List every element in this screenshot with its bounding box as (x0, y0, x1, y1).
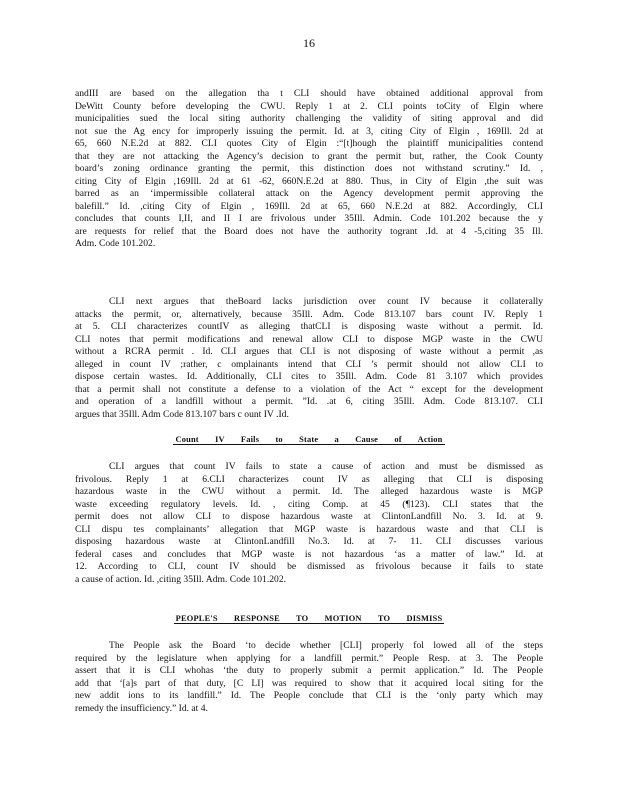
text-line: barred as an ‘impermissible collateral attack on the Agency development permit approving the (75, 188, 543, 199)
text-line: add that ‘[a]s part of that duty, [C LI] was required to show that it acquired local siting for the (75, 677, 543, 689)
text-line: disposing hazardous waste at ClintonLandfill No.3. Id. at 7- 11. CLI discusses various (75, 536, 543, 547)
section-heading-count-iv-text: Count IV Fails to State a Cause of Action (175, 435, 443, 444)
text-line: not sue the Ag ency for improperly issuing the permit. Id. at 3, citing City of Elgin , 169Ill. 2d at (75, 125, 543, 137)
section-heading-peoples-response (0, 614, 618, 623)
text-line: at 5. CLI characterizes countIV as alleging thatCLI is disposing waste without a permit. Id. (75, 321, 543, 332)
text-line: waste exceeding regulatory levels. Id. , citing Comp. at 45 (¶123). CLI states that the (75, 498, 543, 510)
text-line: are requests for relief that the Board does not have the authority togrant .Id. at 4 -5,citing 35 Ill. (75, 225, 543, 237)
text-line: board’s zoning ordinance granting the permit, this distinction does not withstand scrutiny.” Id. , (75, 163, 543, 174)
text-line: balefill.” Id. ,citing City of Elgin , 169Ill. 2d at 65, 660 N.E.2d at 882. Accordingly, CLI (75, 200, 543, 212)
text-line: Adm. Code 101.202. (75, 238, 156, 249)
text-line: federal cases and concludes that MGP waste is not hazardous ‘as a matter of law.” Id. at (75, 548, 543, 560)
text-line: concludes that counts I,II, and II I are frivolous under 35Ill. Admin. Code 101.202 because the y (75, 213, 543, 224)
text-line: without a RCRA permit . Id. CLI argues that CLI is not disposing of waste without a permit ,as (75, 346, 543, 357)
text-line: permit does not allow CLI to dispose hazardous waste at ClintonLandfill No. 3. Id. at 9. (75, 511, 543, 522)
paragraph-4 (75, 640, 543, 715)
text-line: attacks the permit, or, alternatively, because 35Ill. Adm. Code 813.107 bars count IV. Reply 1 (75, 308, 543, 320)
text-line: required by the legislature when applying for a landfill permit.” People Resp. at 3. The People (75, 652, 543, 664)
text-line: and operation of a landfill without a permit. ”Id. .at 6, citing 35Ill. Adm. Code 813.107. CLI (75, 396, 543, 407)
text-line: CLI dispu tes complainants’ allegation that MGP waste is hazardous waste and that CLI is (75, 523, 543, 535)
page-number: 16 (303, 36, 315, 50)
text-line: CLI next argues that theBoard lacks jurisdiction over count IV because it collaterally (109, 296, 543, 307)
section-heading-count-iv (0, 435, 618, 444)
text-line: alleged in count IV ;rather, c omplainants intend that CLI ’s permit should not allow CLI to (75, 358, 543, 370)
text-line: 65, 660 N.E.2d at 882. CLI quotes City of Elgin :“[t]hough the plaintiff municipalities contend (75, 138, 543, 149)
text-line: DeWitt County before developing the CWU. Reply 1 at 2. CLI points toCity of Elgin where (75, 100, 543, 112)
section-heading-peoples-response-text: PEOPLE'S RESPONSE TO MOTION TO DISMISS (175, 614, 443, 623)
text-line: argues that 35Ill. Adm Code 813.107 bars c ount IV .Id. (75, 408, 289, 420)
text-line: CLI argues that count IV fails to state a cause of action and must be dismissed as (109, 461, 543, 472)
text-line: citing City of Elgin ,169Ill. 2d at 61 -62, 660N.E.2d at 880. Thus, in City of Elgin ,the suit was (75, 175, 543, 187)
text-line: 12. According to CLI, count IV should be dismissed as frivolous because it fails to state (75, 561, 543, 572)
text-line: new addit ions to its landfill.” Id. The People conclude that CLI is the ‘only party which may (75, 690, 543, 701)
text-line: The People ask the Board ‘to decide whether [CLI] properly fol lowed all of the steps (109, 640, 543, 651)
text-line: hazardous waste in the CWU without a permit. Id. The alleged hazardous waste is MGP (75, 486, 543, 497)
text-line: a cause of action. Id. ,citing 35Ill. Adm. Code 101.202. (75, 573, 287, 585)
paragraph-1 (75, 88, 543, 251)
text-line: CLI notes that permit modifications and renewal allow CLI to dispose MGP waste in the CWU (75, 333, 543, 345)
text-line: assert that it is CLI whohas ‘the duty to properly submit a permit application.” Id. The People (75, 665, 543, 676)
text-line: remedy the insufficiency.” Id. at 4. (75, 702, 208, 714)
text-line: municipalities sued the local siting authority challenging the validity of siting approval and did (75, 113, 543, 124)
text-line: dispose certain wastes. Id. Additionally, CLI cites to 35Ill. Adm. Code 81 3.107 which provides (75, 371, 543, 382)
text-line: andIII are based on the allegation tha t CLI should have obtained additional approval from (75, 88, 543, 99)
text-line: that a permit shall not constitute a defense to a violation of the Act “ except for the development (75, 383, 543, 395)
paragraph-3 (75, 461, 543, 586)
text-line: frivolous. Reply 1 at 6.CLI characterizes count IV as alleging that CLI is disposing (75, 473, 543, 485)
text-line: that they are not attacking the Agency’s decision to grant the permit but, rather, the Cook County (75, 150, 543, 162)
paragraph-2 (75, 296, 543, 421)
